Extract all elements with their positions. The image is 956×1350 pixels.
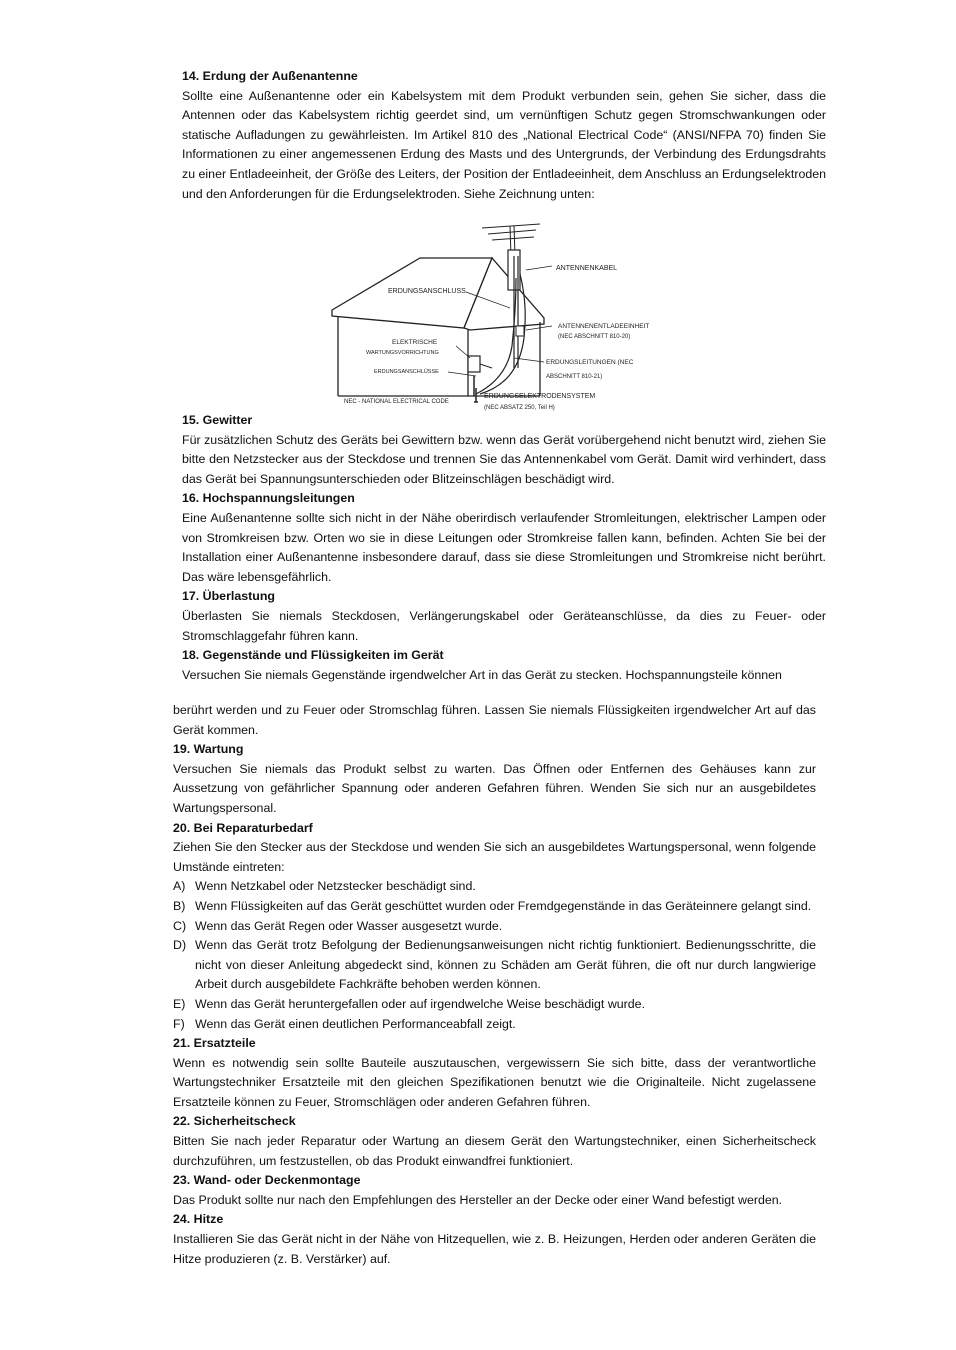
section-18-text-b: berührt werden und zu Feuer oder Stromschlag führen. Lassen Sie niemals Flüssigkeiten irgendwelcher Art auf das Gerät kommen. (173, 703, 816, 737)
section-24-text: Installieren Sie das Gerät nicht in der Nähe von Hitzequellen, wie z. B. Heizungen, Herden oder anderen Geräten die Hitze produzieren (z. B. Verstärker) auf. (173, 1232, 816, 1266)
sections-15-18 (182, 411, 826, 685)
label-erdungsleitungen-ref: ABSCHNITT 810-21) (546, 374, 603, 380)
sections-18-24 (173, 701, 816, 1269)
section-22-heading: 22. Sicherheitscheck (173, 1114, 296, 1129)
section-16-text: Eine Außenantenne sollte sich nicht in der Nähe oberirdisch verlaufender Stromleitungen, elektrischer Lampen oder von Stromkreisen bzw. Orten wo sie in diese Leitungen oder Stromkreise fallen kann, befinden. Achten Sie bei der Installation einer Außenantenne insbesondere darauf, dass sie diese Stromleitungen und Stromkreise nicht berührt. Das wäre lebensgefährlich. (182, 510, 826, 584)
section-21-heading: 21. Ersatzteile (173, 1036, 256, 1051)
label-erdungsanschluss: ERDUNGSANSCHLUSS (388, 288, 466, 295)
section-23-text: Das Produkt sollte nur nach den Empfehlungen des Hersteller an der Decke oder einer Wand befestigt werden. (173, 1192, 783, 1207)
list-item: D) Wenn das Gerät trotz Befolgung der Bedienungsanweisungen nicht richtig funktioniert. Bedienungsschritte, die nicht von dieser Anleitung abgedeckt sind, können zu Schäden am Gerät führen, die oft nur durch langwierige Arbeit durch ausgebildete Fachkräfte behoben werden können. (173, 938, 816, 992)
section-19-heading: 19. Wartung (173, 742, 244, 757)
label-entladeeinheit-ref: (NEC ABSCHNITT 810-20) (558, 334, 631, 340)
label-erdungsleitungen: ERDUNGSLEITUNGEN (NEC (546, 359, 634, 366)
section-15-heading: 15. Gewitter (182, 413, 253, 427)
list-item: F) Wenn das Gerät einen deutlichen Performanceabfall zeigt. (173, 1016, 516, 1031)
list-item: C) Wenn das Gerät Regen oder Wasser ausgesetzt wurde. (173, 918, 503, 933)
section-22-text: Bitten Sie nach jeder Reparatur oder Wartung an diesem Gerät den Wartungstechniker, einen Sicherheitscheck durchzuführen, um festzustellen, ob das Produkt einwandfrei funktioniert. (173, 1134, 816, 1168)
label-antennenkabel: ANTENNENKABEL (556, 265, 618, 272)
section-18-heading: 18. Gegenstände und Flüssigkeiten im Gerät (182, 648, 444, 663)
section-14-text: Sollte eine Außenantenne oder ein Kabelsystem mit dem Produkt verbunden sein, gehen Sie sicher, dass die Antennen oder das Kabelsystem richtig geerdet sind, um vernünftigen Schutz gegen Stromschwankungen oder statische Aufladungen zu gewährleisten. Im Artikel 810 des „National Electrical Code“ (ANSI/NFPA 70) finden Sie Informationen zu einer angemessenen Erdung des Masts und des Untergrunds, der Verbindung des Erdungsdrahts zu einer Entladeeinheit, der Größe des Leiters, der Position der Entladeeinheit, dem Anschluss an Erdungselektroden und den Anforderungen für die Erdungselektroden. Siehe Zeichnung unten: (182, 88, 827, 201)
section-18-text-a: Versuchen Sie niemals Gegenstände irgendwelcher Art in das Gerät zu stecken. Hochspannungsteile können (182, 667, 782, 682)
section-16-heading: 16. Hochspannungsleitungen (182, 491, 355, 506)
label-nec: NEC - NATIONAL ELECTRICAL CODE (344, 399, 449, 405)
label-elektrodensystem-ref: (NEC ABSATZ 250, Teil H) (484, 405, 555, 411)
list-item: B) Wenn Flüssigkeiten auf das Gerät geschüttet wurden oder Fremdgegenstände in das Geräteinnere gelangt sind. (173, 898, 812, 913)
section-21-text: Wenn es notwendig sein sollte Bauteile auszutauschen, vergewissern Sie sich bitte, dass der verantwortliche Wartungstechniker Ersatzteile mit den gleichen Spezifikationen benutzt wie die Originalteile. Nicht zugelassene Ersatzteile können zu Feuer, Stromschlägen oder anderen Gefahren führen. (173, 1055, 816, 1109)
grounding-diagram (330, 218, 670, 418)
grounding-diagram-svg (330, 218, 670, 418)
label-entladeeinheit: ANTENNENENTLADEEINHEIT (558, 323, 650, 330)
label-elektrische: ELEKTRISCHE (392, 339, 438, 346)
section-15-text: Für zusätzlichen Schutz des Geräts bei Gewittern bzw. wenn das Gerät vorübergehend nicht benutzt wird, ziehen Sie bitte den Netzstecker aus der Steckdose und trennen Sie das Antennenkabel vom Gerät. Damit wird verhindert, dass das Gerät bei Spannungsunterschieden oder Blitzeinschlägen beschädigt wird. (182, 432, 826, 486)
section-19-text: Versuchen Sie niemals das Produkt selbst zu warten. Das Öffnen oder Entfernen des Gehäuses kann zur Aussetzung von gefährlicher Spannung oder anderen Gefahren führen. Wenden Sie sich nur an ausgebildetes Wartungspersonal. (173, 761, 816, 815)
service-box-icon (468, 356, 480, 372)
section-24-heading: 24. Hitze (173, 1212, 224, 1227)
section-23-heading: 23. Wand- oder Deckenmontage (173, 1173, 361, 1188)
label-wartungsvorrichtung: WARTUNGSVORRICHTUNG (366, 350, 439, 356)
section-14-heading: 14. Erdung der Außenantenne (182, 69, 358, 83)
label-elektrodensystem: ERDUNGSELEKTRODENSYSTEM (484, 393, 596, 400)
section-14 (182, 67, 826, 204)
section-20-heading: 20. Bei Reparaturbedarf (173, 820, 313, 835)
section-20-text: Ziehen Sie den Stecker aus der Steckdose und wenden Sie sich an ausgebildetes Wartungspersonal, wenn folgende Umstände eintreten: (173, 840, 816, 874)
discharge-unit-icon (516, 326, 524, 336)
section-17-heading: 17. Überlastung (182, 589, 275, 604)
label-erdungsanschluesse: ERDUNGSANSCHLÜSSE (374, 369, 439, 375)
list-item: E) Wenn das Gerät heruntergefallen oder auf irgendwelche Weise beschädigt wurde. (173, 996, 646, 1011)
section-17-text: Überlasten Sie niemals Steckdosen, Verlängerungskabel oder Geräteanschlüsse, da dies zu Feuer- oder Stromschlaggefahr führen kann. (182, 608, 826, 643)
list-item: A) Wenn Netzkabel oder Netzstecker beschädigt sind. (173, 879, 476, 894)
